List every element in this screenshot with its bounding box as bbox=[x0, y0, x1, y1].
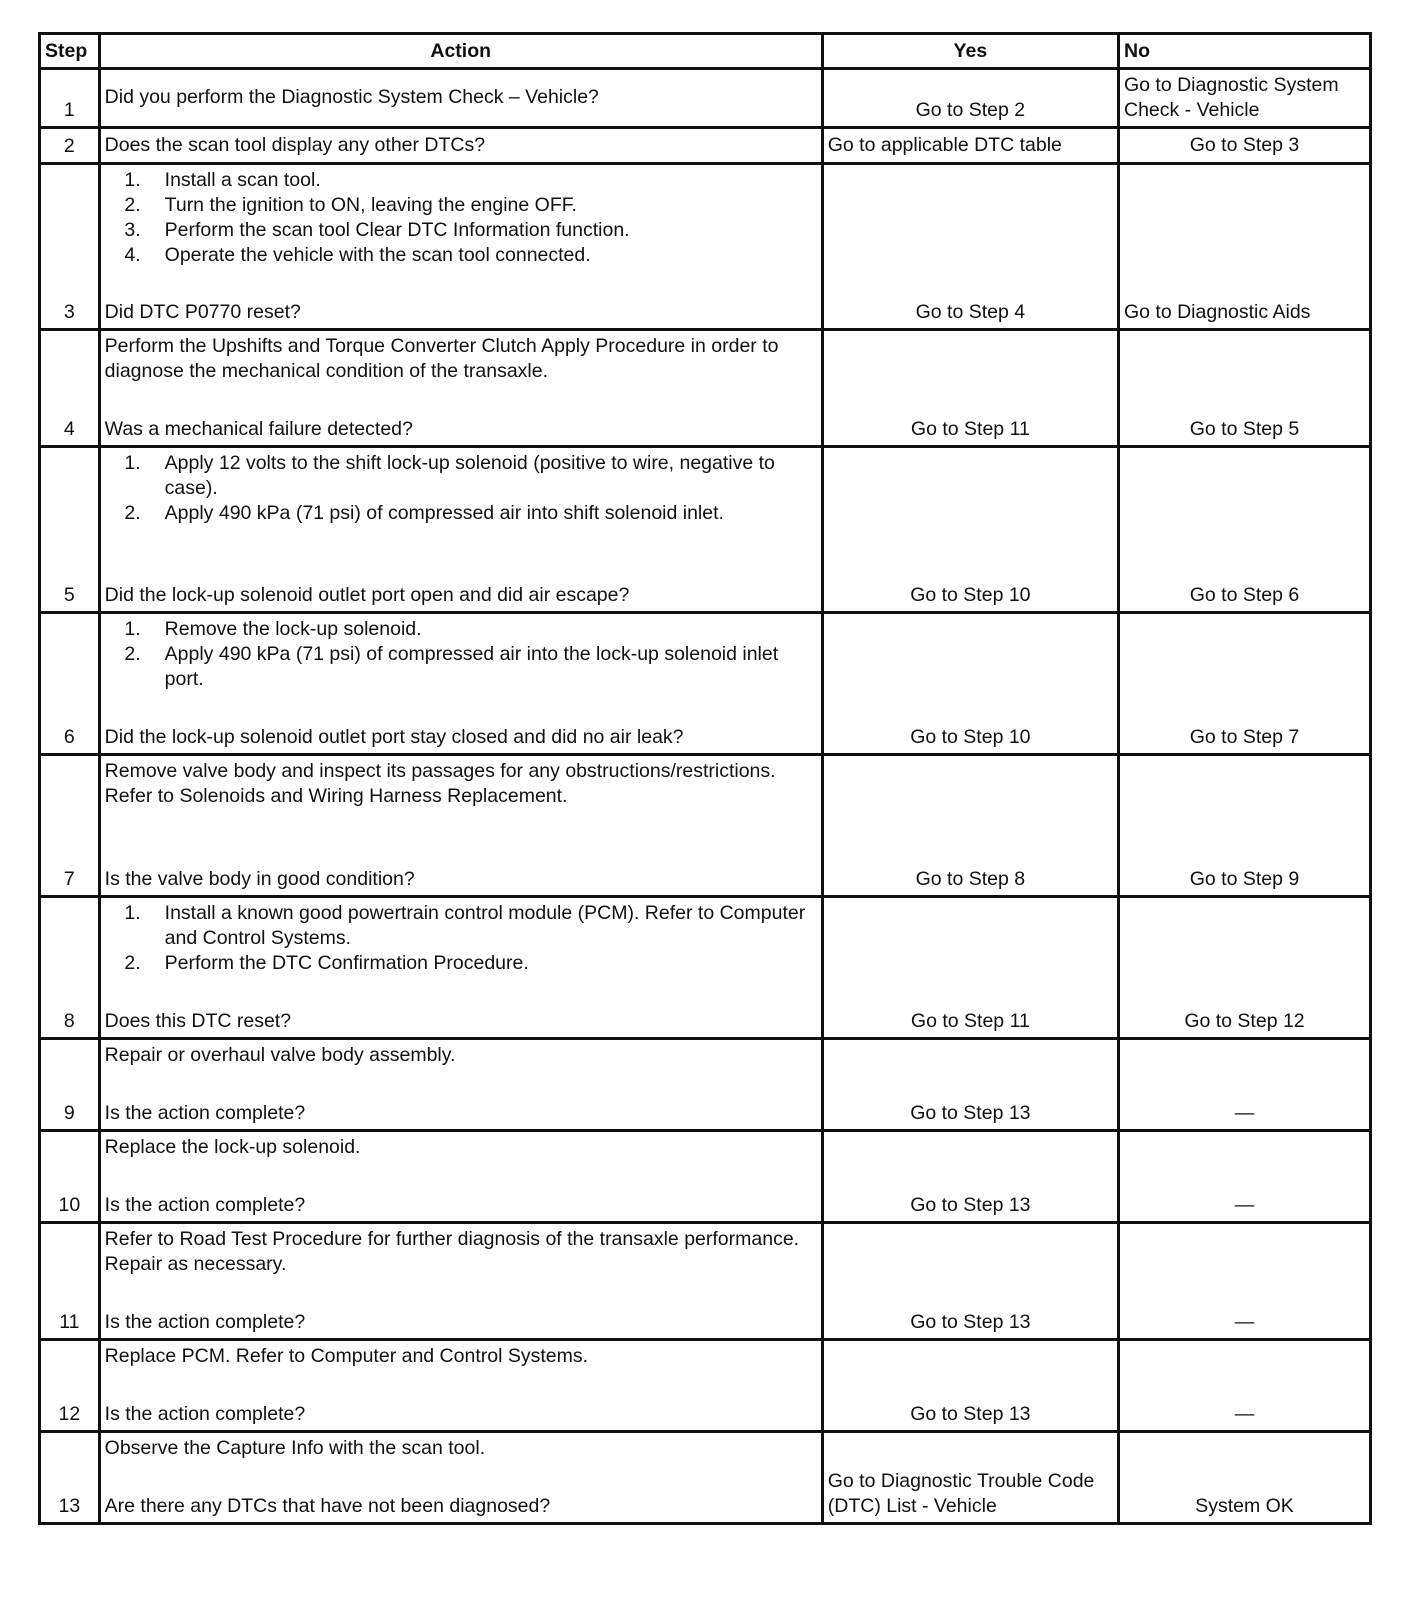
procedure-item-number: 3. bbox=[124, 219, 141, 241]
action-cell bbox=[99, 755, 822, 897]
action-question: Did DTC P0770 reset? bbox=[104, 301, 301, 323]
table-row bbox=[40, 1340, 1371, 1432]
procedure-item-text: Install a known good powertrain control module (PCM). Refer to Computer and Control Systems. bbox=[164, 902, 806, 949]
table-row bbox=[40, 164, 1371, 330]
procedure-item-number: 2. bbox=[124, 502, 141, 524]
no-result: Go to Step 7 bbox=[1118, 613, 1370, 755]
action-question: Is the action complete? bbox=[104, 1403, 306, 1425]
step-number: 5 bbox=[40, 447, 100, 613]
procedure-item-number: 1. bbox=[124, 169, 141, 191]
action-question: Is the action complete? bbox=[104, 1311, 306, 1333]
procedure-item bbox=[105, 951, 817, 976]
procedure-item bbox=[105, 501, 817, 526]
yes-result: Go to Step 13 bbox=[822, 1223, 1118, 1340]
header-action: Action bbox=[99, 34, 822, 69]
procedure-item bbox=[105, 218, 817, 243]
procedure-item-text: Apply 490 kPa (71 psi) of compressed air into shift solenoid inlet. bbox=[164, 502, 724, 524]
yes-result: Go to Diagnostic Trouble Code (DTC) List - Vehicle bbox=[822, 1432, 1118, 1524]
yes-result: Go to applicable DTC table bbox=[822, 128, 1118, 164]
action-cell bbox=[99, 128, 822, 164]
procedure-item-text: Install a scan tool. bbox=[164, 169, 321, 191]
header-yes: Yes bbox=[822, 34, 1118, 69]
header-row bbox=[40, 34, 1371, 69]
procedure-list bbox=[105, 451, 817, 526]
action-cell bbox=[99, 1223, 822, 1340]
action-instruction: Repair or overhaul valve body assembly. bbox=[104, 1044, 456, 1066]
procedure-item bbox=[105, 642, 817, 692]
step-number: 2 bbox=[40, 128, 100, 164]
no-result: — bbox=[1118, 1131, 1370, 1223]
table-row bbox=[40, 1432, 1371, 1524]
step-number: 4 bbox=[40, 330, 100, 447]
no-result: Go to Diagnostic Aids bbox=[1118, 164, 1370, 330]
procedure-list bbox=[105, 168, 817, 268]
step-number: 1 bbox=[40, 69, 100, 128]
no-result: Go to Step 6 bbox=[1118, 447, 1370, 613]
yes-result: Go to Step 4 bbox=[822, 164, 1118, 330]
procedure-item-text: Remove the lock-up solenoid. bbox=[164, 618, 422, 640]
procedure-item-text: Perform the DTC Confirmation Procedure. bbox=[164, 952, 529, 974]
table-row bbox=[40, 330, 1371, 447]
yes-result: Go to Step 11 bbox=[822, 330, 1118, 447]
procedure-item-number: 2. bbox=[124, 194, 141, 216]
table-body bbox=[40, 69, 1371, 1524]
yes-result: Go to Step 8 bbox=[822, 755, 1118, 897]
procedure-item-number: 1. bbox=[124, 902, 141, 924]
action-question: Is the valve body in good condition? bbox=[104, 868, 415, 890]
yes-result: Go to Step 11 bbox=[822, 897, 1118, 1039]
yes-result: Go to Step 10 bbox=[822, 447, 1118, 613]
table-row bbox=[40, 897, 1371, 1039]
procedure-item-number: 2. bbox=[124, 643, 141, 665]
yes-result: Go to Step 13 bbox=[822, 1131, 1118, 1223]
action-instruction: Observe the Capture Info with the scan tool. bbox=[104, 1437, 486, 1459]
procedure-item bbox=[105, 168, 817, 193]
yes-result: Go to Step 13 bbox=[822, 1039, 1118, 1131]
diagnostic-table bbox=[38, 32, 1372, 1525]
document-page bbox=[38, 32, 1372, 1525]
procedure-item-text: Apply 490 kPa (71 psi) of compressed air into the lock-up solenoid inlet port. bbox=[164, 643, 779, 690]
step-number: 3 bbox=[40, 164, 100, 330]
action-cell bbox=[99, 1432, 822, 1524]
step-number: 12 bbox=[40, 1340, 100, 1432]
action-question: Did the lock-up solenoid outlet port stay closed and did no air leak? bbox=[104, 726, 684, 748]
table-row bbox=[40, 1039, 1371, 1131]
step-number: 7 bbox=[40, 755, 100, 897]
header-step: Step bbox=[40, 34, 100, 69]
action-instruction: Refer to Road Test Procedure for further diagnosis of the transaxle performance. Repair as necessary. bbox=[104, 1228, 800, 1275]
procedure-item bbox=[105, 901, 817, 951]
procedure-item bbox=[105, 451, 817, 501]
action-cell bbox=[99, 1340, 822, 1432]
procedure-item-text: Perform the scan tool Clear DTC Information function. bbox=[164, 219, 630, 241]
step-number: 11 bbox=[40, 1223, 100, 1340]
yes-result: Go to Step 10 bbox=[822, 613, 1118, 755]
procedure-item-number: 1. bbox=[124, 618, 141, 640]
yes-result: Go to Step 2 bbox=[822, 69, 1118, 128]
table-row bbox=[40, 128, 1371, 164]
action-question: Did the lock-up solenoid outlet port open and did air escape? bbox=[104, 584, 630, 606]
table-row bbox=[40, 755, 1371, 897]
no-result: Go to Step 12 bbox=[1118, 897, 1370, 1039]
action-question: Is the action complete? bbox=[104, 1102, 306, 1124]
action-cell bbox=[99, 447, 822, 613]
action-question: Was a mechanical failure detected? bbox=[104, 418, 413, 440]
action-cell bbox=[99, 164, 822, 330]
procedure-item-number: 4. bbox=[124, 244, 141, 266]
no-result: Go to Step 3 bbox=[1118, 128, 1370, 164]
no-result: Go to Step 9 bbox=[1118, 755, 1370, 897]
action-cell bbox=[99, 897, 822, 1039]
yes-result: Go to Step 13 bbox=[822, 1340, 1118, 1432]
table-row bbox=[40, 1223, 1371, 1340]
procedure-item bbox=[105, 243, 817, 268]
action-question: Are there any DTCs that have not been diagnosed? bbox=[104, 1495, 551, 1517]
no-result: — bbox=[1118, 1223, 1370, 1340]
step-number: 9 bbox=[40, 1039, 100, 1131]
header-no: No bbox=[1118, 34, 1370, 69]
no-result: Go to Diagnostic System Check - Vehicle bbox=[1118, 69, 1370, 128]
step-number: 13 bbox=[40, 1432, 100, 1524]
procedure-item-number: 1. bbox=[124, 452, 141, 474]
action-cell bbox=[99, 613, 822, 755]
no-result: Go to Step 5 bbox=[1118, 330, 1370, 447]
action-instruction: Replace the lock-up solenoid. bbox=[104, 1136, 361, 1158]
action-cell bbox=[99, 1131, 822, 1223]
action-question: Is the action complete? bbox=[104, 1194, 306, 1216]
action-cell bbox=[99, 330, 822, 447]
table-row bbox=[40, 613, 1371, 755]
table-row bbox=[40, 447, 1371, 613]
table-row bbox=[40, 69, 1371, 128]
procedure-item-text: Apply 12 volts to the shift lock-up solenoid (positive to wire, negative to case). bbox=[164, 452, 775, 499]
action-question: Did you perform the Diagnostic System Check – Vehicle? bbox=[104, 86, 599, 108]
procedure-item-text: Turn the ignition to ON, leaving the engine OFF. bbox=[164, 194, 577, 216]
step-number: 6 bbox=[40, 613, 100, 755]
action-instruction: Replace PCM. Refer to Computer and Control Systems. bbox=[104, 1345, 589, 1367]
step-number: 10 bbox=[40, 1131, 100, 1223]
procedure-item-number: 2. bbox=[124, 952, 141, 974]
procedure-list bbox=[105, 901, 817, 976]
action-instruction: Perform the Upshifts and Torque Converter Clutch Apply Procedure in order to diagnose the mechanical condition of the transaxle. bbox=[104, 335, 779, 382]
procedure-item-text: Operate the vehicle with the scan tool connected. bbox=[164, 244, 591, 266]
step-number: 8 bbox=[40, 897, 100, 1039]
procedure-item bbox=[105, 193, 817, 218]
no-result: System OK bbox=[1118, 1432, 1370, 1524]
procedure-list bbox=[105, 617, 817, 692]
table-row bbox=[40, 1131, 1371, 1223]
action-cell bbox=[99, 69, 822, 128]
procedure-item bbox=[105, 617, 817, 642]
no-result: — bbox=[1118, 1039, 1370, 1131]
no-result: — bbox=[1118, 1340, 1370, 1432]
action-instruction: Remove valve body and inspect its passages for any obstructions/restrictions. Refer to Solenoids and Wiring Harness Replacement. bbox=[104, 760, 776, 807]
action-question: Does the scan tool display any other DTCs? bbox=[104, 134, 486, 156]
action-question: Does this DTC reset? bbox=[104, 1010, 292, 1032]
action-cell bbox=[99, 1039, 822, 1131]
